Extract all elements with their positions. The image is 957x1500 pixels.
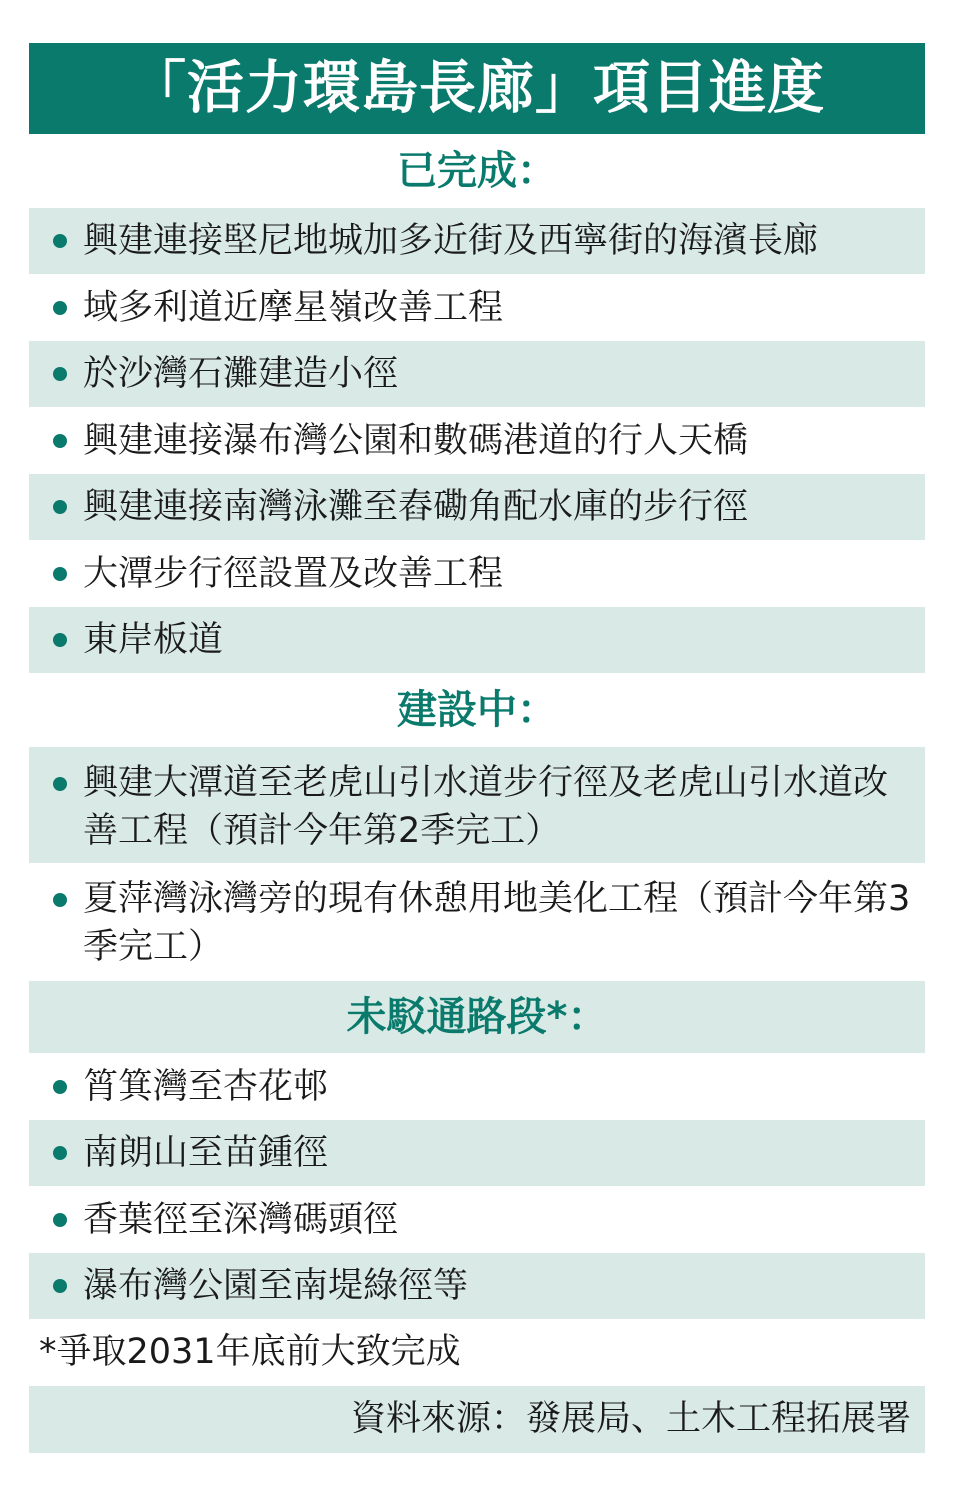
unconnected-heading: 未駁通路段*： [29, 981, 925, 1053]
unconnected-item: 筲箕灣至杏花邨 [29, 1053, 925, 1120]
in-progress-item: 興建大潭道至老虎山引水道步行徑及老虎山引水道改善工程（預計今年第2季完工） [29, 747, 925, 863]
bullet-icon [53, 1080, 67, 1094]
footnote: *爭取2031年底前大致完成 [39, 1332, 461, 1372]
in-progress-heading: 建設中： [397, 687, 557, 733]
completed-item: 興建連接瀑布灣公園和數碼港道的行人天橋 [29, 407, 925, 474]
bullet-icon [53, 633, 67, 647]
bullet-icon [53, 1213, 67, 1227]
in-progress-item: 夏萍灣泳灣旁的現有休憩用地美化工程（預計今年第3季完工） [29, 863, 925, 981]
bullet-icon [53, 777, 67, 791]
completed-item: 域多利道近摩星嶺改善工程 [29, 274, 925, 341]
completed-item: 於沙灣石灘建造小徑 [29, 341, 925, 407]
progress-infographic [29, 43, 925, 1453]
infographic-title: 「活力環島長廊」項目進度 [29, 43, 925, 134]
unconnected-item: 瀑布灣公園至南堤綠徑等 [29, 1253, 925, 1319]
bullet-icon [53, 1279, 67, 1293]
completed-item: 興建連接南灣泳灘至舂磡角配水庫的步行徑 [29, 474, 925, 540]
bullet-icon [53, 367, 67, 381]
completed-item: 大潭步行徑設置及改善工程 [29, 540, 925, 607]
unconnected-item: 香葉徑至深灣碼頭徑 [29, 1186, 925, 1253]
bullet-icon [53, 434, 67, 448]
bullet-icon [53, 567, 67, 581]
bullet-icon [53, 893, 67, 907]
bullet-icon [53, 234, 67, 248]
bullet-icon [53, 301, 67, 315]
completed-item: 興建連接堅尼地城加多近街及西寧街的海濱長廊 [29, 208, 925, 274]
completed-item: 東岸板道 [29, 607, 925, 673]
bullet-icon [53, 500, 67, 514]
source-credit: 資料來源：發展局、土木工程拓展署 [29, 1386, 925, 1453]
unconnected-item: 南朗山至苗鍾徑 [29, 1120, 925, 1186]
bullet-icon [53, 1146, 67, 1160]
completed-heading: 已完成： [397, 148, 557, 194]
